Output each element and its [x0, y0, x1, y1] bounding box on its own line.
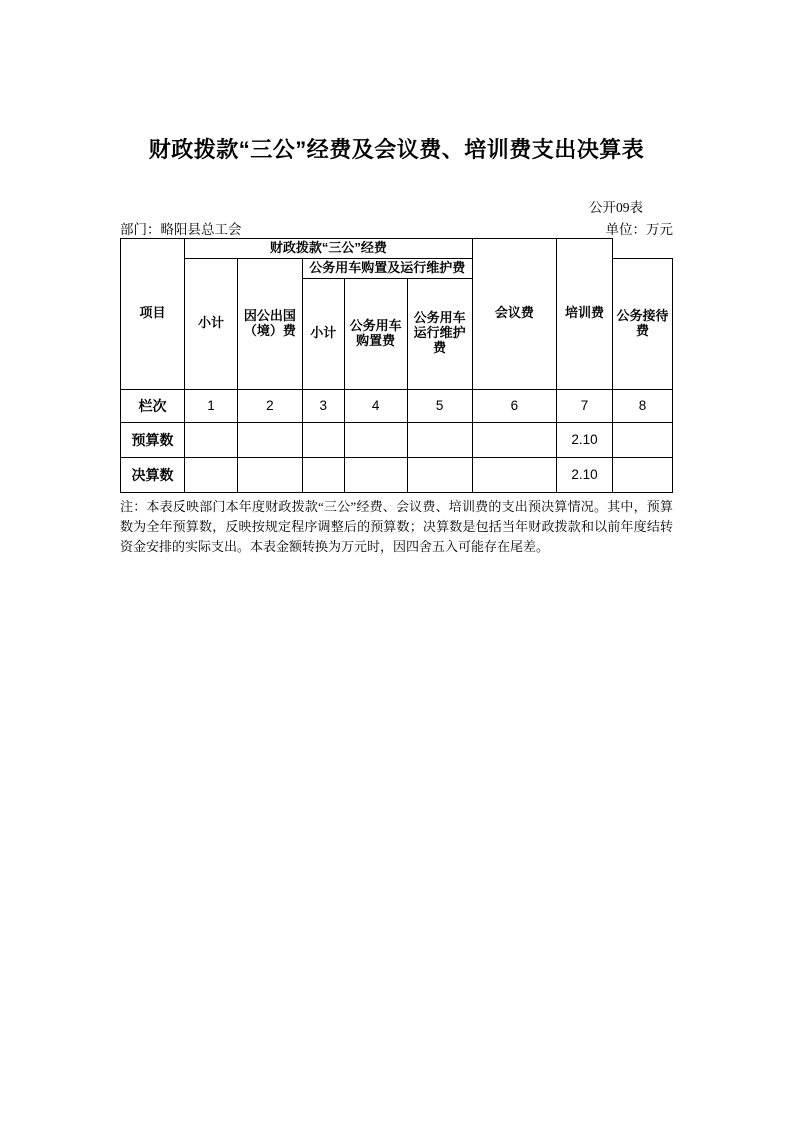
cell-budget-1 — [185, 422, 238, 457]
column-index-1: 1 — [185, 389, 238, 422]
meta-row — [120, 218, 673, 238]
cell-budget-2 — [237, 422, 302, 457]
department-label: 部门：略阳县总工会 — [120, 222, 242, 237]
header-vehicle-subtotal: 小计 — [302, 278, 344, 389]
column-index-3: 3 — [302, 389, 344, 422]
header-meeting-fee: 会议费 — [472, 239, 556, 390]
column-index-2: 2 — [237, 389, 302, 422]
column-index-5: 5 — [407, 389, 472, 422]
cell-budget-7: 2.10 — [557, 422, 613, 457]
header-item: 项目 — [121, 239, 185, 390]
column-index-label: 栏次 — [121, 389, 185, 422]
budget-table — [120, 238, 673, 493]
header-training-fee: 培训费 — [557, 239, 613, 390]
table-note — [120, 497, 673, 557]
cell-budget-6 — [472, 422, 556, 457]
table-header-row-1 — [121, 239, 673, 259]
table-row-column-index — [121, 389, 673, 422]
table-row — [121, 422, 673, 457]
row-label-final: 决算数 — [121, 457, 185, 492]
column-index-6: 6 — [472, 389, 556, 422]
page-title: 财政拨款“三公”经费及会议费、培训费支出决算表 — [148, 137, 645, 162]
cell-budget-3 — [302, 422, 344, 457]
header-vehicle-group: 公务用车购置及运行维护费 — [302, 258, 472, 278]
cell-final-6 — [472, 457, 556, 492]
row-label-budget: 预算数 — [121, 422, 185, 457]
header-abroad-fee: 因公出国（境）费 — [237, 258, 302, 389]
cell-final-1 — [185, 457, 238, 492]
unit-label: 单位：万元 — [605, 222, 673, 237]
table-row — [121, 457, 673, 492]
header-reception-fee: 公务接待费 — [612, 258, 672, 389]
cell-final-3 — [302, 457, 344, 492]
table-note-text: 注：本表反映部门本年度财政拨款“三公”经费、会议费、培训费的支出预决算情况。其中，预算数为全年预算数，反映按规定程序调整后的预算数；决算数是包括当年财政拨款和以前年度结转资金安排的实际支出。本表金额转换为万元时，因四舍五入可能存在尾差。 — [120, 499, 673, 555]
cell-final-8 — [612, 457, 672, 492]
form-code: 公开09表 — [589, 200, 643, 215]
cell-budget-8 — [612, 422, 672, 457]
header-vehicle-purchase: 公务用车购置费 — [344, 278, 407, 389]
cell-final-5 — [407, 457, 472, 492]
cell-final-4 — [344, 457, 407, 492]
header-vehicle-operation: 公务用车运行维护费 — [407, 278, 472, 389]
cell-budget-5 — [407, 422, 472, 457]
header-subtotal: 小计 — [185, 258, 238, 389]
header-three-public-group: 财政拨款“三公”经费 — [185, 239, 473, 259]
cell-budget-4 — [344, 422, 407, 457]
cell-final-2 — [237, 457, 302, 492]
cell-final-7: 2.10 — [557, 457, 613, 492]
column-index-8: 8 — [612, 389, 672, 422]
column-index-4: 4 — [344, 389, 407, 422]
column-index-7: 7 — [557, 389, 613, 422]
